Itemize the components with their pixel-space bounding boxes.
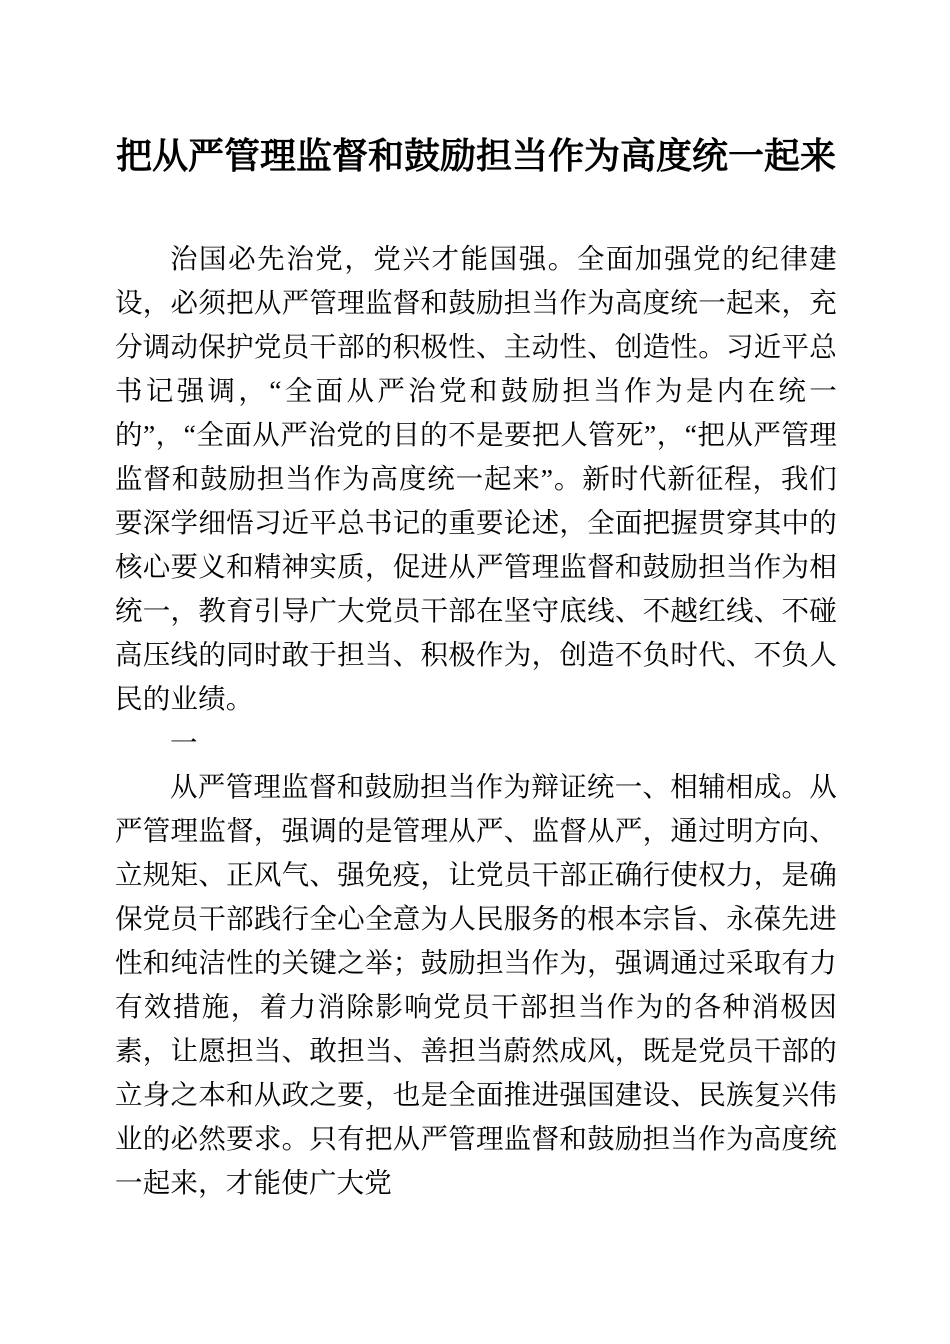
document-title: 把从严管理监督和鼓励担当作为高度统一起来 [115, 136, 836, 176]
paragraph-1: 治国必先治党，党兴才能国强。全面加强党的纪律建设，必须把从严管理监督和鼓励担当作为高度统一起来，充分调动保护党员干部的积极性、主动性、创造性。习近平总书记强调，“全面从严治党和鼓励担当作为是内在统一的”，“全面从严治党的目的不是要把人管死”，“把从严管理监督和鼓励担当作为高度统一起来”。新时代新征程，我们要深学细悟习近平总书记的重要论述，全面把握贯穿其中的核心要义和精神实质，促进从严管理监督和鼓励担当作为相统一，教育引导广大党员干部在坚守底线、不越红线、不碰高压线的同时敢于担当、积极作为，创造不负时代、不负人民的业绩。 [115, 243, 837, 714]
paragraph-2: 从严管理监督和鼓励担当作为辩证统一、相辅相成。从严管理监督，强调的是管理从严、监督从严，通过明方向、立规矩、正风气、强免疫，让党员干部正确行使权力，是确保党员干部践行全心全意为人民服务的根本宗旨、永葆先进性和纯洁性的关键之举；鼓励担当作为，强调通过采取有力有效措施，着力消除影响党员干部担当作为的各种消极因素，让愿担当、敢担当、善担当蔚然成风，既是党员干部的立身之本和从政之要，也是全面推进强国建设、民族复兴伟业的必然要求。只有把从严管理监督和鼓励担当作为高度统一起来，才能使广大党 [115, 771, 837, 1198]
document-body [115, 237, 837, 1205]
section-number: 一 [170, 727, 198, 758]
